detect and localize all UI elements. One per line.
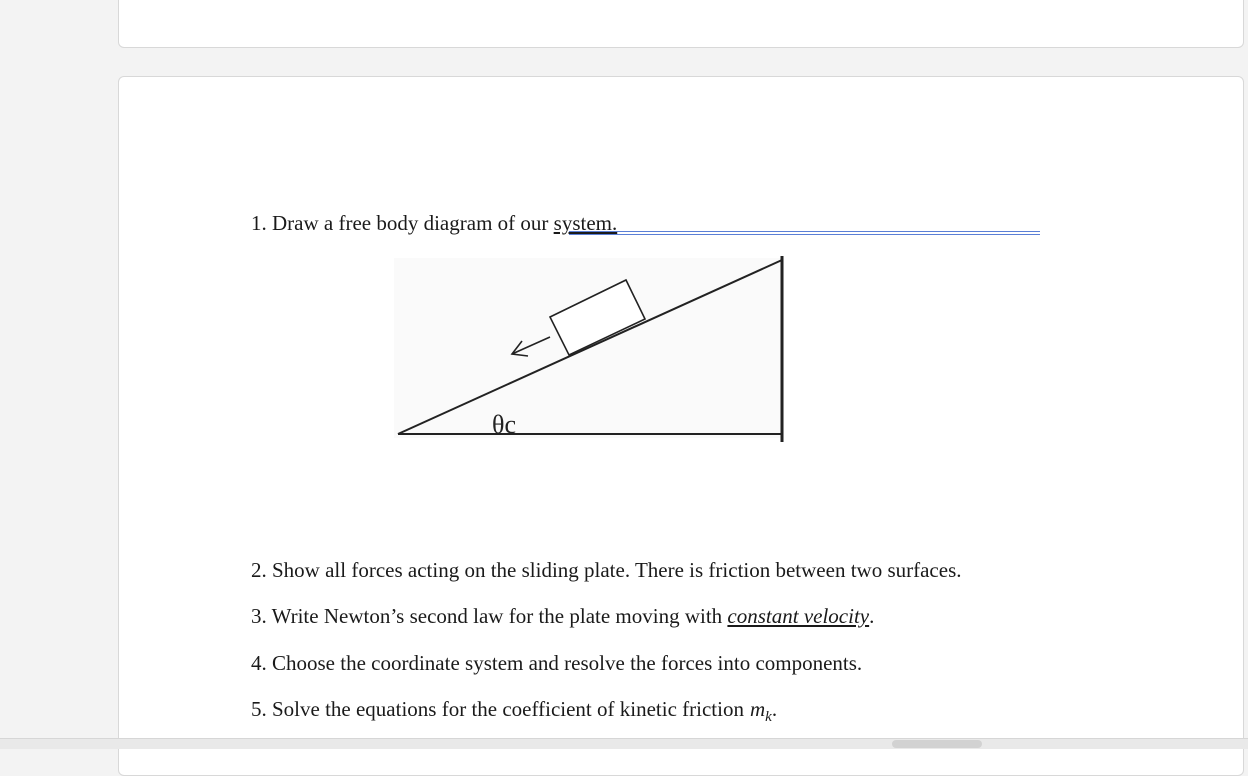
- question-4: 4. Choose the coordinate system and resolve the forces into components.: [251, 651, 863, 675]
- question-5: [251, 696, 777, 730]
- answer-line: [636, 231, 1040, 235]
- question-5-text: 5. Solve the equations for the coefficient of kinetic friction: [251, 697, 744, 721]
- question-3-tail: .: [869, 604, 875, 628]
- system-link[interactable]: system.: [553, 211, 618, 235]
- incline-diagram: [394, 255, 788, 445]
- horizontal-scrollbar-thumb[interactable]: [892, 740, 982, 748]
- constant-velocity-emphasis: constant velocity: [727, 604, 870, 628]
- question-1: [251, 210, 617, 236]
- friction-symbol-subscript: k: [765, 709, 772, 726]
- previous-card: [118, 0, 1244, 48]
- question-1-text: 1. Draw a free body diagram of our: [251, 211, 554, 235]
- answer-line-start: [569, 231, 636, 235]
- question-5-tail: .: [771, 697, 778, 721]
- friction-symbol-base: m: [749, 697, 766, 721]
- horizontal-scrollbar-track[interactable]: [0, 738, 1248, 749]
- friction-symbol: [749, 697, 772, 726]
- question-3: [251, 603, 874, 629]
- question-3-text: 3. Write Newton’s second law for the plate moving with: [251, 604, 728, 628]
- question-2: 2. Show all forces acting on the sliding plate. There is friction between two surfaces.: [251, 558, 962, 582]
- angle-label: θc: [492, 410, 516, 439]
